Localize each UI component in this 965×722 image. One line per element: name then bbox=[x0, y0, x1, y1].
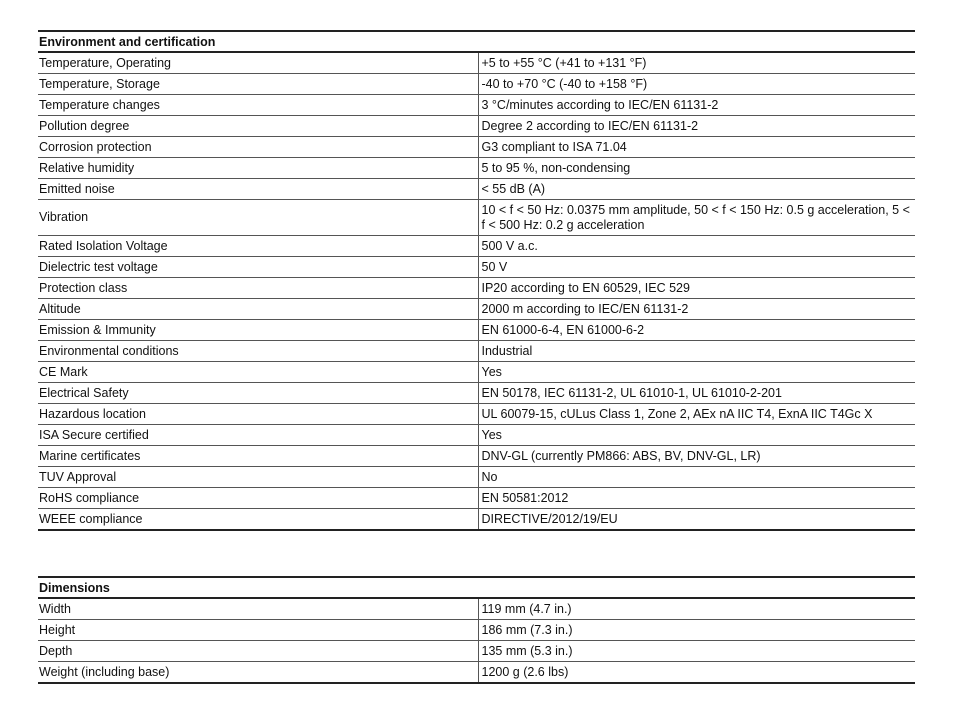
spec-label: Depth bbox=[38, 641, 478, 662]
table-row bbox=[38, 257, 915, 278]
spec-value: UL 60079-15, cULus Class 1, Zone 2, AEx nA IIC T4, ExnA IIC T4Gc X bbox=[478, 404, 915, 425]
spec-value: Yes bbox=[478, 425, 915, 446]
spec-label: Weight (including base) bbox=[38, 662, 478, 684]
table-row bbox=[38, 488, 915, 509]
spec-value: EN 61000-6-4, EN 61000-6-2 bbox=[478, 320, 915, 341]
table-row bbox=[38, 200, 915, 236]
table-row bbox=[38, 116, 915, 137]
table-row bbox=[38, 236, 915, 257]
spec-label: Temperature, Operating bbox=[38, 52, 478, 74]
spec-label: Protection class bbox=[38, 278, 478, 299]
table-row bbox=[38, 137, 915, 158]
table-row bbox=[38, 320, 915, 341]
spec-label: Environmental conditions bbox=[38, 341, 478, 362]
spec-label: Vibration bbox=[38, 200, 478, 236]
table-row bbox=[38, 446, 915, 467]
spec-value: EN 50581:2012 bbox=[478, 488, 915, 509]
spec-label: Corrosion protection bbox=[38, 137, 478, 158]
spec-label: RoHS compliance bbox=[38, 488, 478, 509]
spec-value: DIRECTIVE/2012/19/EU bbox=[478, 509, 915, 531]
spec-value: 10 < f < 50 Hz: 0.0375 mm amplitude, 50 < f < 150 Hz: 0.5 g acceleration, 5 < f < 500 Hz: 0.2 g acceleration bbox=[478, 200, 915, 236]
table-title: Environment and certification bbox=[38, 31, 915, 52]
table-row bbox=[38, 341, 915, 362]
spec-value: < 55 dB (A) bbox=[478, 179, 915, 200]
spec-value: 186 mm (7.3 in.) bbox=[478, 620, 915, 641]
spec-value: 500 V a.c. bbox=[478, 236, 915, 257]
spec-value: Industrial bbox=[478, 341, 915, 362]
table-row bbox=[38, 662, 915, 684]
spec-value: EN 50178, IEC 61131-2, UL 61010-1, UL 61010-2-201 bbox=[478, 383, 915, 404]
spec-label: Height bbox=[38, 620, 478, 641]
spec-value: DNV-GL (currently PM866: ABS, BV, DNV-GL, LR) bbox=[478, 446, 915, 467]
spec-value: 3 °C/minutes according to IEC/EN 61131-2 bbox=[478, 95, 915, 116]
spec-label: Temperature changes bbox=[38, 95, 478, 116]
spec-label: Dielectric test voltage bbox=[38, 257, 478, 278]
spec-label: WEEE compliance bbox=[38, 509, 478, 531]
spec-value: -40 to +70 °C (-40 to +158 °F) bbox=[478, 74, 915, 95]
table-row bbox=[38, 278, 915, 299]
table-row bbox=[38, 158, 915, 179]
spec-value: 50 V bbox=[478, 257, 915, 278]
spec-label: Pollution degree bbox=[38, 116, 478, 137]
table-row bbox=[38, 299, 915, 320]
spec-value: IP20 according to EN 60529, IEC 529 bbox=[478, 278, 915, 299]
spec-label: Electrical Safety bbox=[38, 383, 478, 404]
table-row bbox=[38, 52, 915, 74]
table-row bbox=[38, 598, 915, 620]
spec-value: G3 compliant to ISA 71.04 bbox=[478, 137, 915, 158]
table-row bbox=[38, 404, 915, 425]
dimensions-table bbox=[38, 576, 915, 684]
table-row bbox=[38, 641, 915, 662]
spec-label: TUV Approval bbox=[38, 467, 478, 488]
table-row bbox=[38, 467, 915, 488]
spec-value: 135 mm (5.3 in.) bbox=[478, 641, 915, 662]
table-header-row bbox=[38, 577, 915, 598]
environment-certification-table bbox=[38, 30, 915, 531]
table-header-row bbox=[38, 31, 915, 52]
spec-label: Rated Isolation Voltage bbox=[38, 236, 478, 257]
spec-value: +5 to +55 °C (+41 to +131 °F) bbox=[478, 52, 915, 74]
spec-label: CE Mark bbox=[38, 362, 478, 383]
table-row bbox=[38, 362, 915, 383]
spec-value: 1200 g (2.6 lbs) bbox=[478, 662, 915, 684]
table-title: Dimensions bbox=[38, 577, 915, 598]
table-row bbox=[38, 179, 915, 200]
table-row bbox=[38, 383, 915, 404]
spec-value: 119 mm (4.7 in.) bbox=[478, 598, 915, 620]
table-row bbox=[38, 425, 915, 446]
spec-label: Temperature, Storage bbox=[38, 74, 478, 95]
spec-value: Degree 2 according to IEC/EN 61131-2 bbox=[478, 116, 915, 137]
table-row bbox=[38, 509, 915, 531]
spec-label: Relative humidity bbox=[38, 158, 478, 179]
spec-label: Emitted noise bbox=[38, 179, 478, 200]
table-row bbox=[38, 620, 915, 641]
spec-label: Altitude bbox=[38, 299, 478, 320]
spec-label: Width bbox=[38, 598, 478, 620]
spec-label: Hazardous location bbox=[38, 404, 478, 425]
spec-value: Yes bbox=[478, 362, 915, 383]
spec-value: 5 to 95 %, non-condensing bbox=[478, 158, 915, 179]
spec-value: 2000 m according to IEC/EN 61131-2 bbox=[478, 299, 915, 320]
spec-label: ISA Secure certified bbox=[38, 425, 478, 446]
table-row bbox=[38, 74, 915, 95]
spec-label: Emission & Immunity bbox=[38, 320, 478, 341]
table-row bbox=[38, 95, 915, 116]
spec-value: No bbox=[478, 467, 915, 488]
spec-label: Marine certificates bbox=[38, 446, 478, 467]
